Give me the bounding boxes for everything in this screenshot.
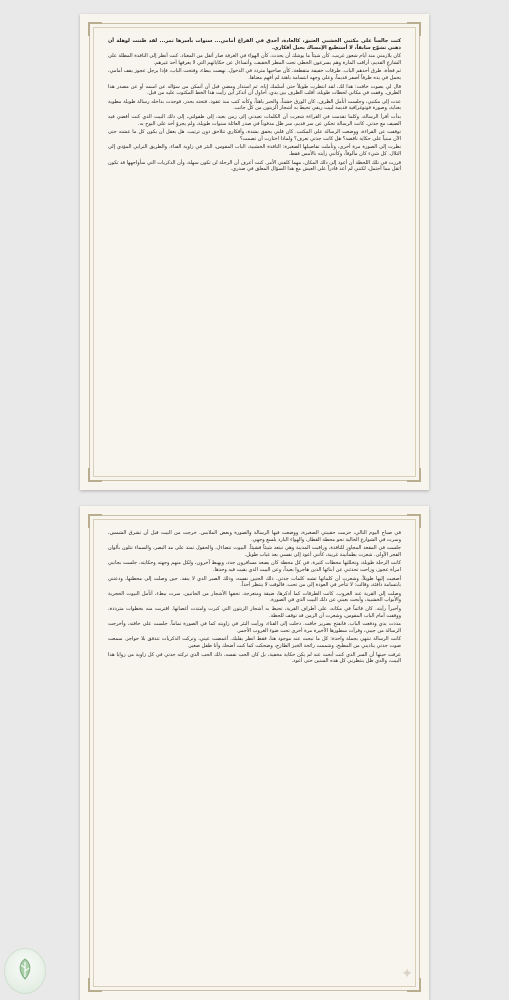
paragraph: كانت الرحلة طويلة، وتخللتها محطات كثيرة. في كل محطة كان يصعد مسافرون جدد، ويهبط آخرون، ولكل منهم وجهته وحكايته. جلست بجانبي امرأة عجوز، وراحت تحدثني عن أبنائها الذين هاجروا بعيداً، وعن البيت الذي بقيت فيه وحدها. [108, 560, 401, 573]
corner-ornament [88, 978, 102, 992]
corner-ornament [88, 22, 102, 36]
paragraph: توقفت عن القراءة، ووضعت الرسالة على المكتب. كان قلبي يخفق بشدة، وأفكاري تتلاحق دون ترتيب. هل يعقل أن يكون كل ما عشته حتى الآن مبنياً على حكاية ناقصة؟ هل كانت جدتي تعرف؟ ولماذا اختارت أن تصمت؟ [108, 129, 401, 142]
paragraph: ثم فجأة، طرق أحدهم الباب. طرقات خفيفة متقطعة، كأن صاحبها متردد في الدخول. نهضت ببطء، وفتحت الباب، فإذا برجل عجوز يقف أمامي، يحمل في يده ظرفاً أصفر قديماً، وعلى وجهه ابتسامة باهتة لم أفهم معناها. [108, 68, 401, 81]
paragraph: وصلت إلى القرية عند الغروب. كانت الطرقات كما أذكرها، ضيقة ومتعرجة، تحفها الأشجار من الجانبين. سرت ببطء، أتأمل البيوت الحجرية والأبواب الخشبية، وأبحث بعيني عن ذلك البيت الذي في الصورة. [108, 590, 401, 604]
paragraph: في صباح اليوم التالي، حزمت حقيبتي الصغيرة، ووضعت فيها الرسالة والصورة وبعض الملابس. خرجت من البيت قبل أن تشرق الشمس، وسرت في الشوارع الخالية نحو محطة القطار، والهواء البارد يلسع وجهي. [108, 530, 401, 543]
page-border [89, 23, 420, 481]
paragraph: جلست في المقعد المجاور للنافذة، وراقبت المدينة وهي تبتعد شيئاً فشيئاً. البيوت تتضاءل، والحقول تمتد على مد البصر، والسماء تتلون بألوان الفجر الأولى. شعرت بطمأنينة غريبة، كأنني أعود إلى نفسي بعد غياب طويل. [108, 545, 401, 558]
page-border [89, 515, 420, 991]
paragraph: وأخيراً رأيته. كان قائماً في مكانه، على أطراف القرية، تحيط به أشجار الزيتون التي كبرت وامتدت أغصانها. اقتربت منه بخطوات مترددة، ووقفت أمام الباب المقوس، وشعرت أن الزمن قد توقف للحظة. [108, 605, 401, 619]
paragraph: مددت يدي ودفعت الباب، فانفتح بصرير خافت. دخلت إلى الفناء، ورأيت البئر في زاويته كما في الصورة تماماً. جلست على حافته، وأخرجت الرسالة من جيبي، وقرأت سطورها الأخيرة مرة أخرى تحت ضوء الغروب الأحمر. [108, 621, 401, 634]
page-content [93, 27, 416, 477]
paragraph: كان يلازمني منذ أيام شعور غريب، كأن شيئاً ما يوشك أن يحدث، كأن الهواء في الغرفة صار أثقل من المعتاد. كنت أنظر إلى النافذة المطلة على الشارع القديم، أراقب المارة وهم يسرعون الخطى تحت المطر الخفيف، وأتساءل عن حكاياتهم التي لا يعرفها أحد غيرهم. [108, 53, 401, 66]
paragraph: كانت الرسالة تنتهي بجملة واحدة: كل ما تبحث عنه موجود هنا، فقط انظر بقلبك. أغمضت عيني، وتركت الذكريات تتدفق بلا حواجز. سمعت صوت جدتي يناديني من المطبخ، وشممت رائحة الخبز الطازج، وضحكت كما كنت أضحك وأنا طفل صغير. [108, 636, 401, 649]
paragraph: أصغيت إليها طويلاً، وشعرت أن كلماتها تشبه كلمات جدتي. ذلك الحنين نفسه، وذلك الصبر الذي لا ينفد. حين وصلت إلى محطتها، ودعتني بابتسامة دافئة، وقالت: لا تتأخر في العودة إلى من تحب، فالوقت لا ينتظر أحداً. [108, 575, 401, 589]
corner-ornament [88, 514, 102, 528]
page-content [93, 519, 416, 987]
corner-ornament [407, 22, 421, 36]
document-page-2 [80, 506, 429, 1000]
paragraph: قال لي بصوت خافت: هذا لك، لقد انتظرت طويلاً حتى أسلمك إياه. ثم استدار ومضى قبل أن أتمكن من سؤاله عن اسمه أو عن مصدر هذا الظرف. وقفت في مكاني لحظات طويلة، أقلب الظرف بين يدي، أحاول أن أتذكر أين رأيت هذا الخط المكتوب عليه من قبل. [108, 83, 401, 97]
site-logo-icon [15, 957, 35, 981]
paragraph: قررت في تلك اللحظة أن أعود إلى ذلك المكان، مهما كلفني الأمر. كنت أعرف أن الرحلة لن تكون سهلة، وأن الذكريات التي سأواجهها قد تكون أثقل مما أحتمل، لكنني لم أعد قادراً على العيش مع هذا السؤال المعلق في صدري. [108, 159, 401, 173]
paragraph: عدت إلى مكتبي، وجلست أتأمل الظرف. كان الورق خشناً، والحبر باهتاً، وكأنه كتب منذ عقود. فتحته بحذر، فوجدت بداخله رسالة طويلة مطوية بعناية، وصورة فوتوغرافية قديمة لبيت ريفي تحيط به أشجار الزيتون من كل جانب. [108, 98, 401, 112]
paragraph: بدأت أقرأ الرسالة، وكلما تقدمت في القراءة شعرت أن الكلمات تعيدني إلى زمن بعيد، إلى طفولتي، إلى ذلك البيت الذي كنت أقضي فيه الصيف مع جدتي. كانت الرسالة تحكي عن سر قديم، سر ظل مدفوناً في صدر العائلة سنوات طويلة، ولم يجرؤ أحد على البوح به. [108, 113, 401, 127]
paragraph: عرفت حينها أن السر الذي كنت أبحث عنه لم يكن حكاية مخفية، بل كان الحب نفسه، ذلك الحب الذي تركته جدتي في كل زاوية من زوايا هذا البيت، والذي ظل ينتظرني كل هذه السنين حتى أعود. [108, 651, 401, 665]
corner-ornament [407, 468, 421, 482]
paragraph: نظرت إلى الصورة مرة أخرى، وتأملت تفاصيلها الصغيرة: النافذة الخشبية، الباب المقوس، البئر في زاوية الفناء، والطريق الترابي المؤدي إلى التلال. كل شيء كان مألوفاً، وكأنني رأيته بالأمس فقط. [108, 144, 401, 157]
page-2-text [108, 530, 401, 665]
sparkle-icon: ✦ [401, 966, 413, 982]
site-logo-badge[interactable] [4, 948, 46, 994]
document-page-1 [80, 14, 429, 490]
page-1-text [108, 38, 401, 173]
corner-ornament [407, 514, 421, 528]
lead-paragraph: كنت جالساً على مكتبي الخشبي العتيق، كالعادة، أحدق في الفراغ أمامي... سنوات بأسرها تمر... لقد ظننت لوهلة أن ذهني تشوّح سابقاً، لا أستطيع الإمساك بحبل أفكاري. [108, 38, 401, 51]
corner-ornament [88, 468, 102, 482]
